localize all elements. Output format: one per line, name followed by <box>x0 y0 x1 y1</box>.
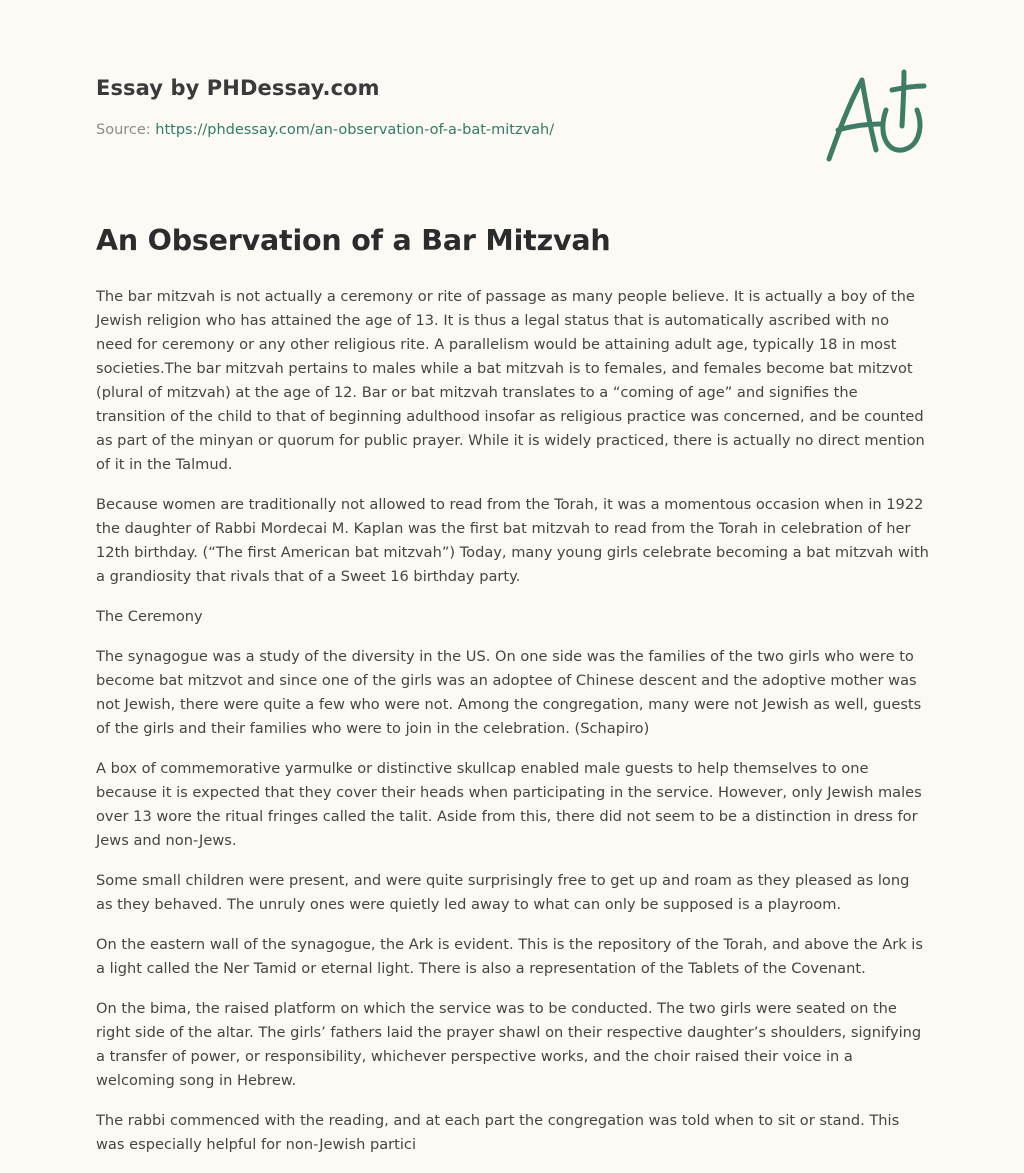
source-link[interactable]: https://phdessay.com/an-observation-of-a-bat-mitzvah/ <box>155 122 555 138</box>
paragraph: The rabbi commenced with the reading, and at each part the congregation was told when to sit or stand. This was especially helpful for non-Jewish partici <box>96 1112 900 1153</box>
article-title: An Observation of a Bar Mitzvah <box>96 224 611 257</box>
paragraph: Some small children were present, and were quite surprisingly free to get up and roam as they pleased as long as they behaved. The unruly ones were quietly led away to what can only be supposed is a playroom. <box>96 872 910 913</box>
site-brand: Essay by PHDessay.com <box>96 76 380 100</box>
article-body <box>96 285 930 1173</box>
source-label: Source: <box>96 122 156 138</box>
source-line <box>96 122 796 138</box>
paragraph: Because women are traditionally not allowed to read from the Torah, it was a momentous occasion when in 1922 the daughter of Rabbi Mordecai M. Kaplan was the first bat mitzvah to read from the Torah in celebration of her 12th birthday. (“The first American bat mitzvah”) Today, many young girls celebrate becoming a bat mitzvah with a grandiosity that rivals that of a Sweet 16 birthday party. <box>96 496 929 585</box>
a-plus-logo-icon <box>820 66 930 166</box>
paragraph: On the eastern wall of the synagogue, the Ark is evident. This is the repository of the Torah, and above the Ark is a light called the Ner Tamid or eternal light. There is also a representation of the Tablets of the Covenant. <box>96 936 923 977</box>
page-header <box>96 76 796 138</box>
paragraph: The synagogue was a study of the diversity in the US. On one side was the families of the two girls who were to become bat mitzvot and since one of the girls was an adoptee of Chinese descent and the adoptive mother was not Jewish, there were quite a few who were not. Among the congregation, many were not Jewish as well, guests of the girls and their families who were to join in the celebration. (Schapiro) <box>96 648 922 737</box>
paragraph: The bar mitzvah is not actually a ceremony or rite of passage as many people believe. It is actually a boy of the Jewish religion who has attained the age of 13. It is thus a legal status that is automatically ascribed with no need for ceremony or any other religious rite. A parallelism would be attaining adult age, typically 18 in most societies.The bar mitzvah pertains to males while a bat mitzvah is to females, and females become bat mitzvot (plural of mitzvah) at the age of 12. Bar or bat mitzvah translates to a “coming of age” and signifies the transition of the child to that of beginning adulthood insofar as religious practice was concerned, and be counted as part of the minyan or quorum for public prayer. While it is widely practiced, there is actually no direct mention of it in the Talmud. <box>96 288 925 473</box>
paragraph: On the bima, the raised platform on which the service was to be conducted. The two girls were seated on the right side of the altar. The girls’ fathers laid the prayer shawl on their respective daughter’s shoulders, signifying a transfer of power, or responsibility, whichever perspective works, and the choir raised their voice in a welcoming song in Hebrew. <box>96 1000 922 1089</box>
paragraph: A box of commemorative yarmulke or distinctive skullcap enabled male guests to help themselves to one because it is expected that they cover their heads when participating in the service. However, only Jewish males over 13 wore the ritual fringes called the talit. Aside from this, there did not seem to be a distinction in dress for Jews and non-Jews. <box>96 760 922 849</box>
section-heading: The Ceremony <box>96 608 203 625</box>
